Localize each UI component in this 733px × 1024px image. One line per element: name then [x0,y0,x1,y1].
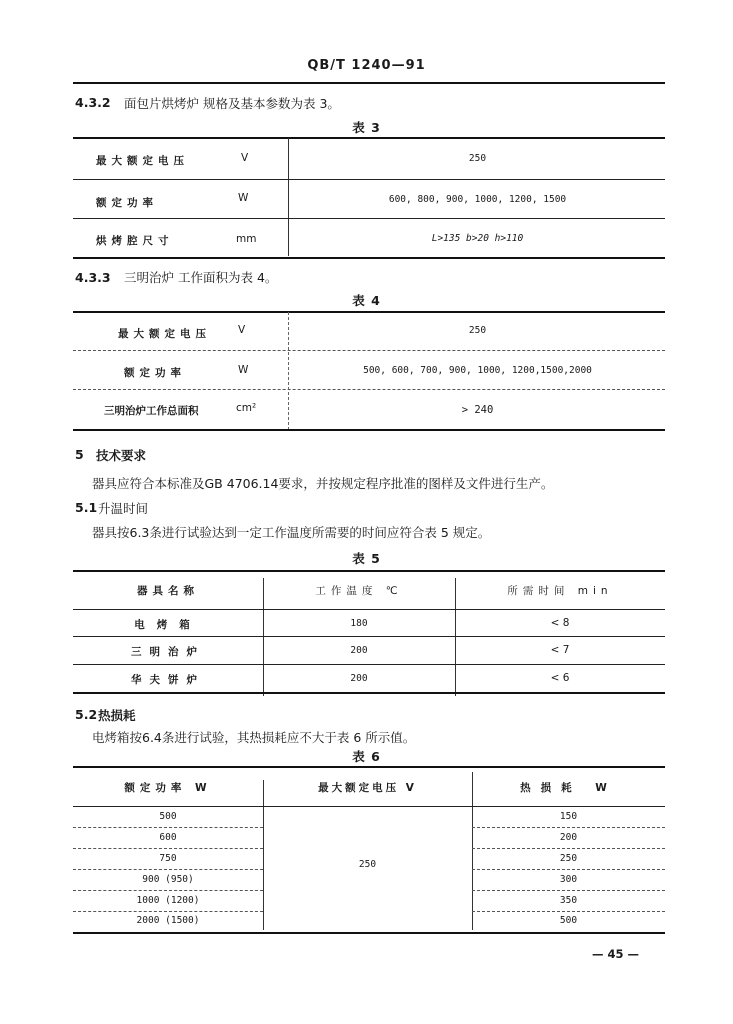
table4-row3-unit: cm² [236,402,257,414]
table3-bottom-rule [73,257,665,259]
table6-power-5: 1000 (1200) [136,895,200,906]
table6-voltage: 250 [358,859,377,870]
table3-row1-value: 250 [468,153,487,164]
table3-top-rule [73,137,665,139]
table3-caption: 表 3 [352,120,381,135]
table6-header-power: 额定功率 W [124,782,212,794]
table6-loss-3: 250 [559,853,578,864]
table3-row2-unit: W [238,192,249,204]
table6-divider-1 [263,780,264,930]
table6-row-rule [73,890,263,891]
table4-bottom-rule [73,429,665,431]
table6-row-rule [472,869,665,870]
table5-row2-time: < 7 [550,644,570,656]
table3-row3-label: 烘烤腔尺寸 [96,235,174,247]
table3-row1-label: 最大额定电压 [96,155,189,167]
table6-caption: 表 6 [352,749,381,764]
table6-power-4: 900 (950) [142,874,194,885]
table6-row-rule [472,827,665,828]
table5-row-rule [73,636,665,637]
section-title-5-1: 升温时间 [98,501,149,516]
section-number-4-3-2: 4.3.2 [75,95,111,110]
section-para-5-1: 器具按6.3条进行试验达到一定工作温度所需要的时间应符合表 5 规定。 [92,525,491,540]
table6-loss-6: 500 [559,915,578,926]
table5-header-rule [73,609,665,610]
table6-row-rule [73,848,263,849]
table3-row2-value: 600, 800, 900, 1000, 1200, 1500 [388,194,567,205]
section-title-5-2: 热损耗 [98,708,136,723]
table3-row1-unit: V [241,152,249,164]
table6-top-rule [73,766,665,768]
table5-header-time: 所需时间 min [507,585,613,597]
table5-caption: 表 5 [352,551,381,566]
table5-row1-temp: 180 [350,618,368,629]
section-title-5: 技术要求 [96,448,147,463]
table6-row-rule [472,911,665,912]
table3-row3-unit: mm [236,233,257,245]
table5-row-rule [73,664,665,665]
table4-row1-unit: V [238,324,246,336]
table5-bottom-rule [73,692,665,694]
table5-row1-time: < 8 [550,617,570,629]
table3-row-rule [73,179,665,180]
table3-divider [288,138,289,256]
table6-power-3: 750 [159,853,177,864]
table4-caption: 表 4 [352,293,381,308]
table6-row-rule [73,869,263,870]
table6-power-6: 2000 (1500) [136,915,200,926]
table4-row3-value: > 240 [461,404,494,416]
table5-row3-temp: 200 [350,673,368,684]
table3-row3-value: L>135 b>20 h>110 [431,233,524,244]
table4-row1-value: 250 [468,325,487,336]
table6-power-1: 500 [159,811,177,822]
table4-row-rule [73,350,665,351]
table6-row-rule [472,890,665,891]
header-rule [73,82,665,84]
section-number-5: 5 [75,447,84,462]
section-text-4-3-2: 面包片烘烤炉 规格及基本参数为表 3。 [124,96,340,111]
table6-loss-5: 350 [559,895,578,906]
table6-loss-1: 150 [559,811,578,822]
table4-top-rule [73,311,665,313]
table4-divider [288,312,289,430]
table6-bottom-rule [73,932,665,934]
table4-row2-unit: W [238,364,249,376]
table6-row-rule [73,827,263,828]
section-para-5-2: 电烤箱按6.4条进行试验，其热损耗应不大于表 6 所示值。 [92,730,416,745]
section-number-4-3-3: 4.3.3 [75,270,111,285]
table5-top-rule [73,570,665,572]
table4-row-rule [73,389,665,390]
document-code: QB/T 1240—91 [307,58,426,73]
table5-row2-name: 三明治炉 [131,646,205,658]
table6-header-rule [73,806,665,807]
section-number-5-1: 5.1 [75,500,98,515]
table6-loss-2: 200 [559,832,578,843]
section-para-5: 器具应符合本标准及GB 4706.14要求，并按规定程序批准的图样及文件进行生产。 [92,476,554,491]
table6-row-rule [73,911,263,912]
table3-row2-label: 额定功率 [96,197,158,209]
table5-row1-name: 电烤箱 [134,619,202,631]
table5-row3-name: 华夫饼炉 [131,674,205,686]
table4-row2-value: 500, 600, 700, 900, 1000, 1200,1500,2000 [363,365,592,376]
table5-header-name: 器具名称 [137,585,199,597]
section-number-5-2: 5.2 [75,707,98,722]
section-text-4-3-3: 三明治炉 工作面积为表 4。 [124,270,278,285]
table5-header-temp: 工作温度 ℃ [315,585,403,597]
table4-row1-label: 最大额定电压 [118,328,211,340]
table5-row3-time: < 6 [550,672,570,684]
table6-loss-4: 300 [559,874,578,885]
table3-row-rule [73,218,665,219]
table6-header-loss: 热损耗 W [520,782,617,794]
table6-header-voltage: 最大额定电压 V [318,782,417,794]
table6-power-2: 600 [159,832,177,843]
page-number: — 45 — [592,947,640,961]
table6-divider-2 [472,772,473,930]
table4-row2-label: 额定功率 [124,367,186,379]
table6-row-rule [472,848,665,849]
table4-row3-label: 三明治炉工作总面积 [104,405,199,417]
table5-row2-temp: 200 [350,645,368,656]
